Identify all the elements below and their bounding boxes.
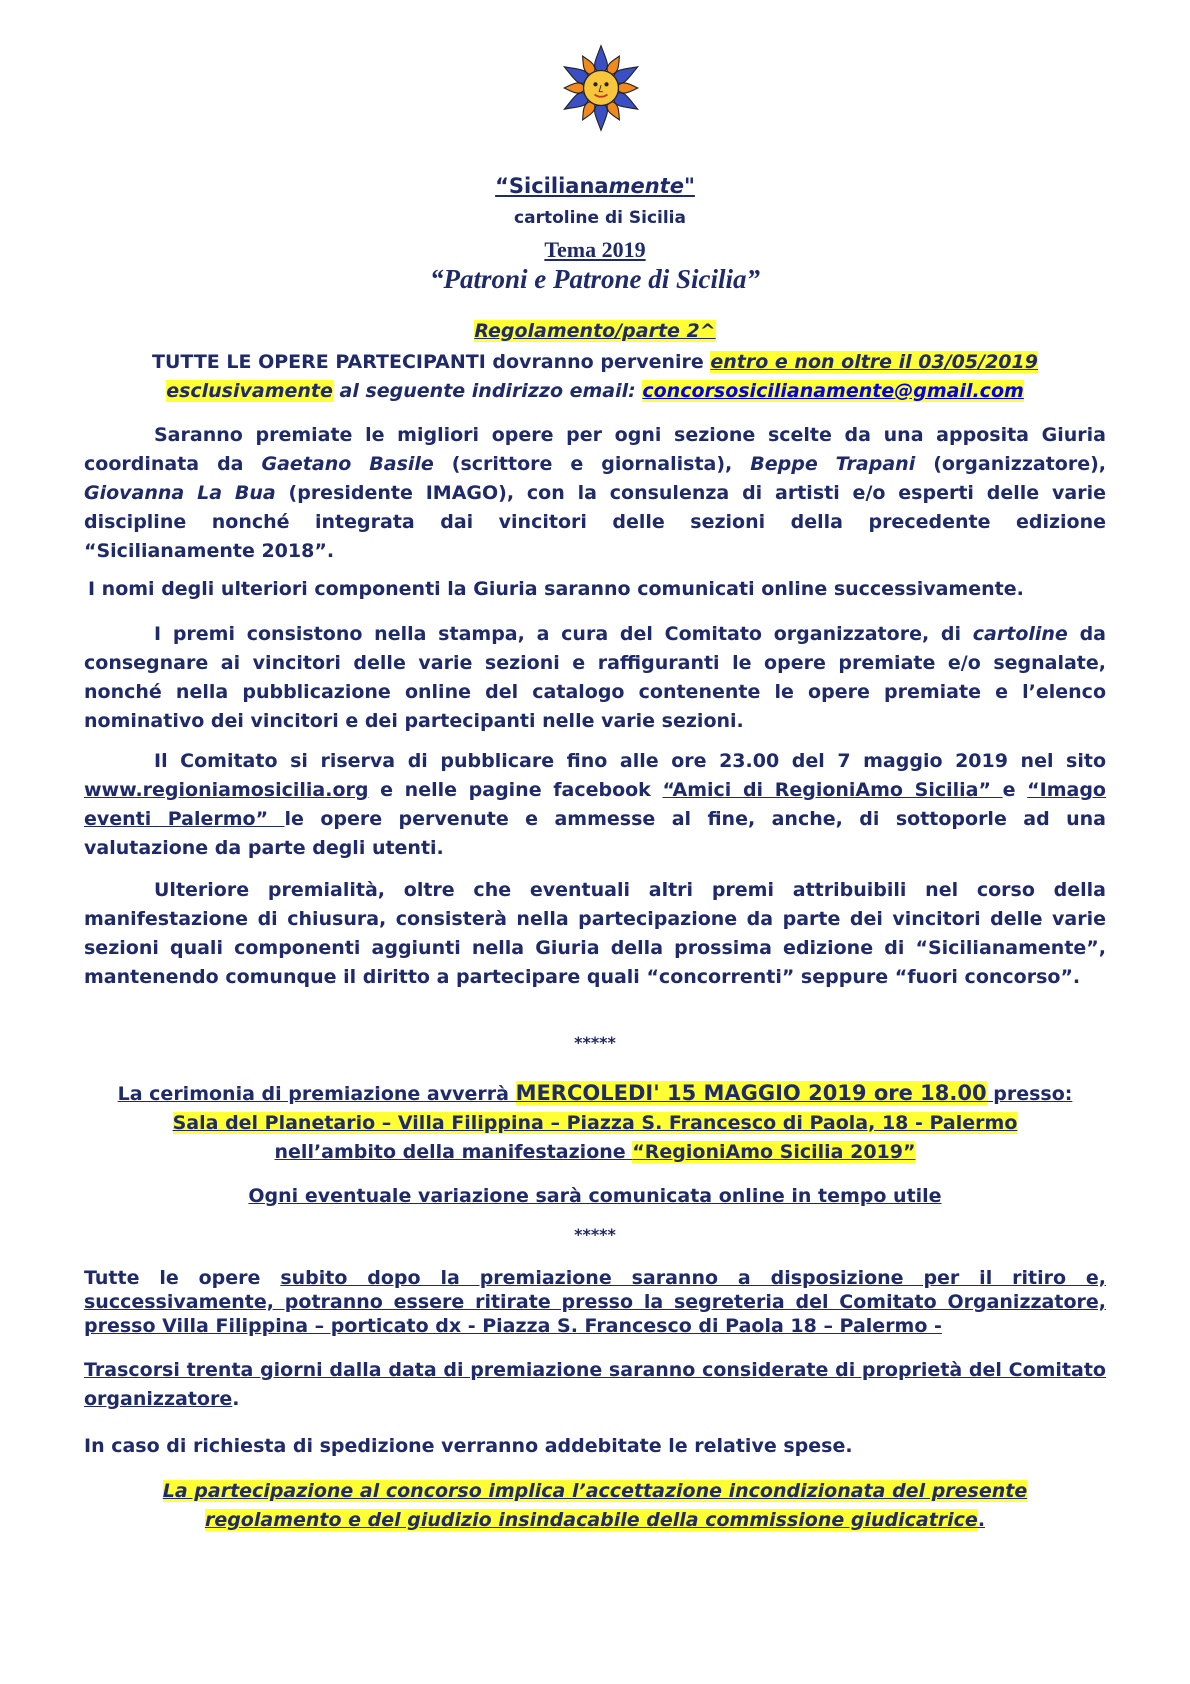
publication-text-3: e [1002, 779, 1028, 801]
email-link[interactable]: concorsosicilianamente@gmail.com [642, 380, 1024, 402]
ceremony-lead: La cerimonia di premiazione avverrà [117, 1083, 516, 1105]
closing-end: . [977, 1509, 986, 1531]
jury-text-4: (presidente IMAGO), con la consulenza di artisti e/o esperti delle varie discipline nonché integrata dai vincitori delle sezioni della precedente edizione “Sicilianamente 2018”. [84, 482, 1106, 562]
document-subtitle: cartoline di Sicilia [514, 208, 686, 228]
patroni-heading: “Patroni e Patrone di Sicilia” [429, 264, 760, 294]
ceremony-venue: Sala del Planetario – Villa Filippina – Piazza S. Francesco di Paola, 18 - Palermo [172, 1112, 1018, 1134]
publication-text-4: le opere pervenute e ammesse al fine, anche, di sottoporle ad una valutazione da parte degli utenti. [84, 808, 1106, 859]
ownership-end: . [232, 1388, 240, 1410]
prizes-text-2: da consegnare ai vincitori delle varie sezioni e raffiguranti le opere premiate e/o segnalate, nonché nella pubblicazione online del catalogo contenente le opere premiate e l’elenco nominativo dei vincitori e dei partecipanti nelle varie sezioni. [84, 623, 1106, 732]
shipping-note: In caso di richiesta di spedizione verranno addebitate le relative spese. [84, 1435, 853, 1457]
title-italic-text: mente [608, 174, 684, 198]
jury-text-2: (scrittore e giornalista), [433, 453, 751, 475]
ceremony-event: “RegioniAmo Sicilia 2019” [632, 1141, 916, 1163]
jury-name-1: Gaetano Basile [261, 453, 434, 475]
ownership-paragraph [84, 1356, 1106, 1414]
deadline-address-text: al seguente indirizzo email: [332, 380, 643, 402]
jury-paragraph [84, 421, 1106, 566]
deadline-exclusive: esclusivamente [166, 380, 333, 402]
title-close-text: " [683, 174, 695, 198]
prizes-cartoline: cartoline [972, 623, 1068, 645]
variation-note: Ogni eventuale variazione sarà comunicata online in tempo utile [248, 1185, 942, 1207]
prizes-text-1: I premi consistono nella stampa, a cura del Comitato organizzatore, di [154, 623, 973, 645]
publication-text-1: Il Comitato si riserva di pubblicare fino alle ore 23.00 del 7 maggio 2019 nel sito [154, 750, 1106, 772]
ceremony-ambito: nell’ambito della manifestazione [274, 1141, 633, 1163]
title-text: “Siciliana [495, 174, 609, 198]
facebook-page-link-2[interactable]: “Imago eventi Palermo” [84, 779, 1106, 830]
sun-logo-icon [555, 42, 647, 134]
closing-line-1: La partecipazione al concorso implica l’accettazione incondizionata del presente [162, 1480, 1028, 1502]
ceremony-paragraph [84, 1079, 1106, 1167]
deadline-paragraph [84, 348, 1106, 406]
closing-paragraph [84, 1477, 1106, 1535]
ceremony-date: MERCOLEDI' 15 MAGGIO 2019 ore 18.00 [515, 1081, 987, 1105]
publication-paragraph [84, 747, 1106, 863]
publication-text-2: e nelle pagine facebook [368, 779, 663, 801]
jury-name-2: Beppe Trapani [750, 453, 916, 475]
jury-name-3: Giovanna La Bua [84, 482, 276, 504]
jury-names-note: I nomi degli ulteriori componenti la Giuria saranno comunicati online successivamente. [88, 578, 1024, 600]
jury-text-1: Saranno premiate le migliori opere per ogni sezione scelte da una apposita Giuria coordinata da [84, 424, 1106, 475]
ownership-text: Trascorsi trenta giorni dalla data di premiazione saranno considerate di proprietà del Comitato organizzatore [84, 1359, 1106, 1410]
regolamento-text: Regolamento/parte 2^ [474, 320, 716, 342]
deadline-lead: TUTTE LE OPERE PARTECIPANTI dovranno pervenire [152, 351, 711, 373]
closing-line-2: regolamento e del giudizio insindacabile della commissione giudicatrice [204, 1509, 978, 1531]
jury-text-3: (organizzatore), [915, 453, 1106, 475]
pickup-paragraph [84, 1266, 1106, 1338]
tema-heading: Tema 2019 [544, 237, 646, 262]
separator: ***** [574, 1033, 616, 1052]
further-prize-paragraph: Ulteriore premialità, oltre che eventuali altri premi attribuibili nel corso della manifestazione di chiusura, consisterà nella partecipazione da parte dei vincitori delle varie sezioni quali componenti aggiunti nella Giuria della prossima edizione di “Sicilianamente”, mantenendo comunque il diritto a partecipare quali “concorrenti” seppure “fuori concorso”. [84, 879, 1106, 988]
deadline-date: entro e non oltre il 03/05/2019 [710, 351, 1038, 373]
ceremony-presso: presso: [986, 1083, 1073, 1105]
prizes-paragraph [84, 620, 1106, 736]
document-title [0, 174, 1190, 198]
regolamento-heading [0, 320, 1190, 342]
separator-2: ***** [574, 1225, 616, 1244]
facebook-page-link-1[interactable]: “Amici di RegioniAmo Sicilia” [662, 779, 1003, 801]
site-link[interactable]: www.regioniamosicilia.org [84, 779, 369, 801]
pickup-lead: Tutte le opere [84, 1267, 281, 1289]
pickup-text: subito dopo la premiazione saranno a disposizione per il ritiro e, successivamente, potranno essere ritirate presso la segreteria del Comitato Organizzatore, presso Villa Filippina – porticato dx - Piazza S. Francesco di Paola 18 – Palermo - [84, 1267, 1106, 1337]
